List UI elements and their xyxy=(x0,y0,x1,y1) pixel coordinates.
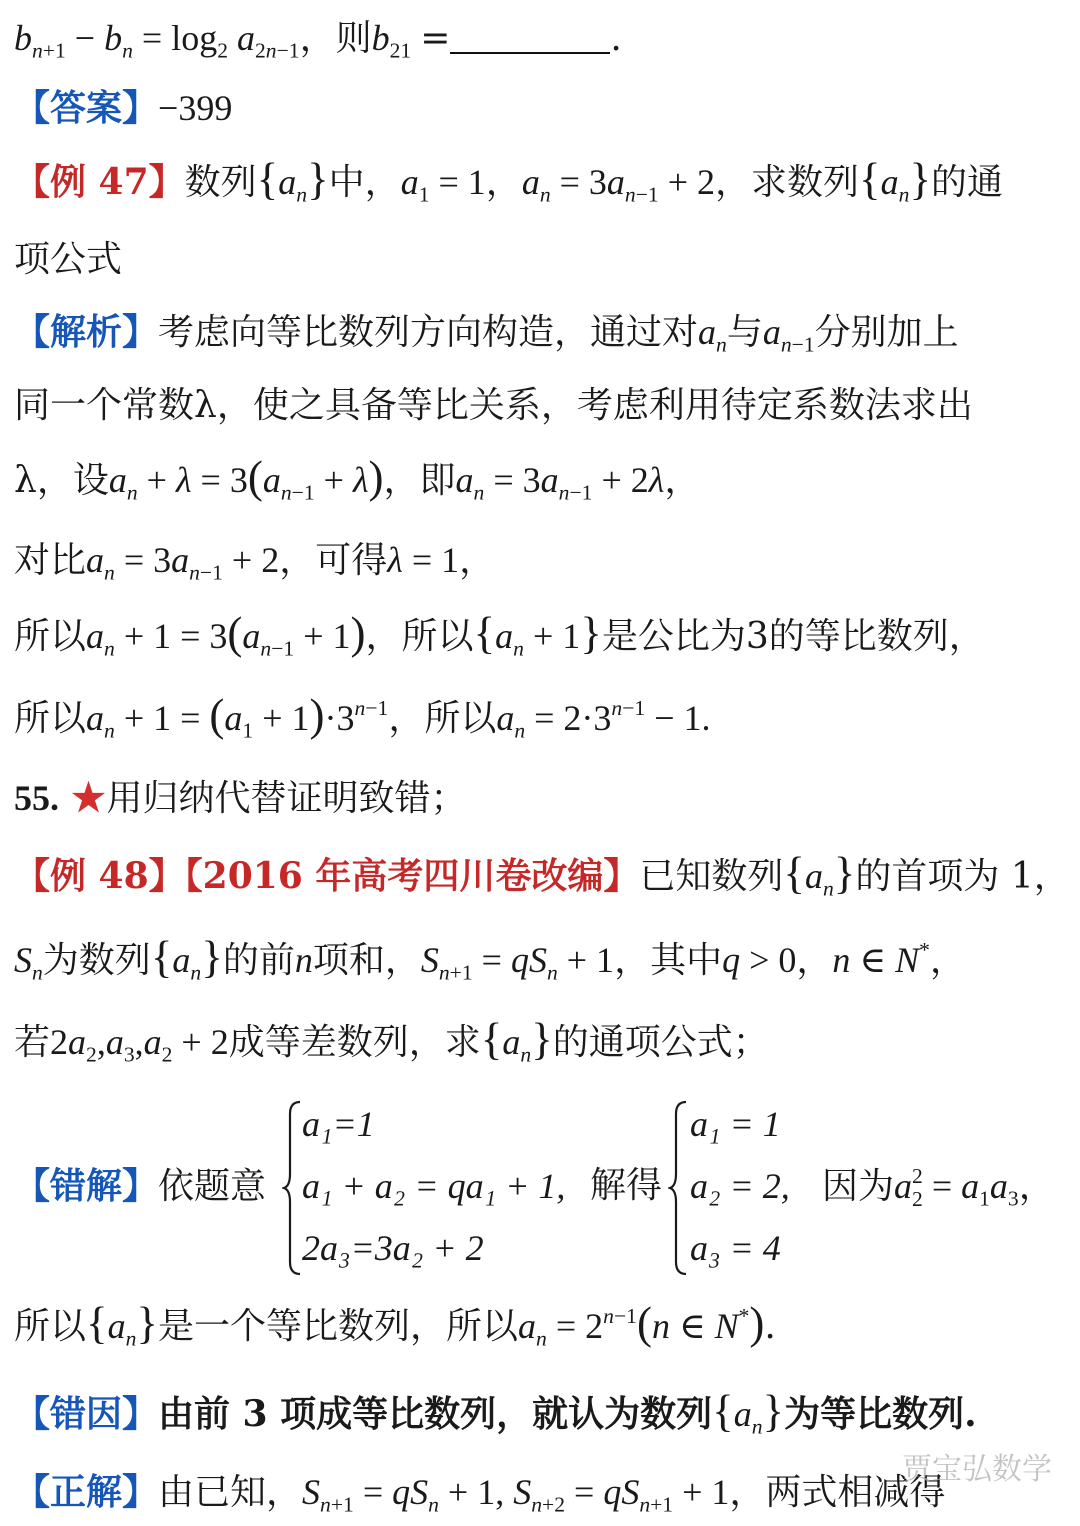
left-brace-2 xyxy=(668,1098,690,1278)
error-cause-tag: 【错因】 xyxy=(14,1393,159,1435)
text: ，其中 xyxy=(614,940,723,981)
text: 因为 xyxy=(822,1166,895,1207)
example-47-tag: 【例 47】 xyxy=(14,161,185,203)
text: 中， xyxy=(328,162,401,203)
analysis-line-4: 对比$a_n = 3a_{n-1} + 2$，可得λ = 1， xyxy=(14,540,496,585)
text: ，求数列 xyxy=(715,162,860,203)
text: 成等差数列，求 xyxy=(228,1022,481,1063)
text: 所以 xyxy=(14,698,87,739)
text: 的通 xyxy=(931,162,1004,203)
analysis-line-6: 所以$a_n + 1 = (a_1 + 1)\cdot 3^{n-1}$，所以$a_n = 2\cdot 3^{n-1} - 1$. xyxy=(14,690,711,743)
item-number: 55. xyxy=(14,778,59,818)
text: 是一个等比数列，所以 xyxy=(158,1306,519,1347)
correct-solution-tag: 【正解】 xyxy=(14,1471,159,1513)
text: ， xyxy=(796,940,833,981)
system-2-eq-3: a₃ = 4 xyxy=(690,1228,781,1268)
example-48-line-3: 若$2a_2,a_3,a_2 + 2$成等差数列，求$\{a_n\}$的通项公式； xyxy=(14,1014,769,1067)
watermark: 贾宝弘数学 xyxy=(902,1452,1052,1487)
left-brace-1 xyxy=(282,1098,304,1278)
system-2-eq-2: a₂ = 2, xyxy=(690,1166,790,1206)
text: ，即 xyxy=(383,460,456,501)
example-48-source-tag: 【2016 年高考四川卷改编】 xyxy=(184,855,640,897)
solve-text: 解得 xyxy=(590,1165,663,1206)
answer-tag: 【答案】 xyxy=(14,87,159,129)
example-48-line-1: 【例 48】【2016 年高考四川卷改编】已知数列$\{a_n\}$的首项为 1， xyxy=(14,848,1070,901)
example-47-line-2: 项公式 xyxy=(14,239,123,280)
system-2-eq-1: a₁ = 1 xyxy=(690,1104,781,1144)
line1-tail: ，则 xyxy=(299,18,372,59)
text: 数列 xyxy=(184,162,257,203)
text: 对比 xyxy=(14,540,87,581)
text: 的通项公式； xyxy=(552,1022,769,1063)
item-55 xyxy=(14,774,1068,823)
text: 由前 3 项成等比数列，就认为数列 xyxy=(158,1393,713,1435)
answer-value: −399 xyxy=(158,88,233,128)
text: 项和， xyxy=(312,940,421,981)
text: ，所以 xyxy=(365,616,474,657)
example-48-tag: 【例 48】 xyxy=(14,855,185,897)
analysis-line-5: 所以$a_n + 1 = 3(a_{n-1} + 1)$，所以$\{a_n + 1\}$是公比为3的等比数列， xyxy=(14,608,985,661)
text: 与 xyxy=(726,312,763,353)
text: 为数列 xyxy=(42,940,151,981)
wrong-solution-tag: 【错解】 xyxy=(14,1165,159,1207)
text: 由已知， xyxy=(158,1472,303,1513)
text: 依题意 xyxy=(158,1166,267,1207)
analysis-line-2: 同一个常数λ，使之具备等比关系，考虑利用待定系数法求出 xyxy=(14,385,973,426)
example-47-line-1: 【例 47】数列$\{a_n\}$中，$a_1 = 1$，$a_n = 3a_{n-1} + 2$，求数列$\{a_n\}$的通 xyxy=(14,154,1004,207)
text: 所以 xyxy=(14,616,87,657)
text: 所以 xyxy=(14,1306,87,1347)
text: 两式相减得 xyxy=(765,1472,946,1513)
because-clause: 因为$a^2_2 = a_1a_3$， xyxy=(822,1163,1055,1211)
analysis-line-3: λ，设$a_n + \lambda = 3(a_{n-1} + \lambda)$，即$a_n = 3a_{n-1} + 2\lambda$， xyxy=(14,452,701,505)
system-1-eq-3: 2a₃=3a₂ + 2 xyxy=(302,1228,484,1268)
equals-sign: = xyxy=(420,18,451,59)
correct-solution-line: 【正解】由已知，$S_{n+1} = qS_n + 1$, $S_{n+2} = qS_{n+1} + 1$，两式相减得 xyxy=(14,1471,946,1517)
text: ， xyxy=(485,162,522,203)
error-cause-line: 【错因】由前 3 项成等比数列，就认为数列$\{a_n\}$为等比数列. xyxy=(14,1386,977,1439)
analysis-line-1: 【解析】考虑向等比数列方向构造，通过对$a_n$与$a_{n-1}$分别加上 xyxy=(14,311,959,357)
formula-line-1: $b_{n+1} - b_n = \log_2 a_{2n-1}$，则$b_{21}$ = . xyxy=(14,18,622,63)
example-48-line-2: $S_n$为数列$\{a_n\}$的前n项和，$S_{n+1} = qS_n + 1$，其中q > 0，n ∈ N*， xyxy=(14,932,966,985)
system-1-eq-2: a₁ + a₂ = qa₁ + 1, xyxy=(302,1166,566,1206)
wrong-solution-conclusion: 所以$\{a_n\}$是一个等比数列，所以$a_n = 2^{n-1}(n$ ∈ N*). xyxy=(14,1298,776,1351)
system-1-eq-1: a₁=1 xyxy=(302,1104,375,1144)
text: 的前 xyxy=(222,940,295,981)
text: 分别加上 xyxy=(814,312,959,353)
text: ，所以 xyxy=(388,698,497,739)
text: 若 xyxy=(14,1022,51,1063)
analysis-tag: 【解析】 xyxy=(14,311,159,353)
text: 已知数列 xyxy=(639,856,784,897)
text: 考虑向等比数列方向构造，通过对 xyxy=(158,312,699,353)
answer-blank xyxy=(450,20,610,54)
text: λ，设 xyxy=(14,460,109,501)
star-icon: ★ xyxy=(70,778,107,819)
text: ，可得 xyxy=(279,540,388,581)
text: 是公比为3的等比数列， xyxy=(601,616,985,657)
answer-line xyxy=(14,84,1068,133)
text: 为等比数列. xyxy=(784,1393,977,1435)
text: 的首项为 1， xyxy=(855,856,1070,897)
item-text: 用归纳代替证明致错； xyxy=(106,778,467,819)
